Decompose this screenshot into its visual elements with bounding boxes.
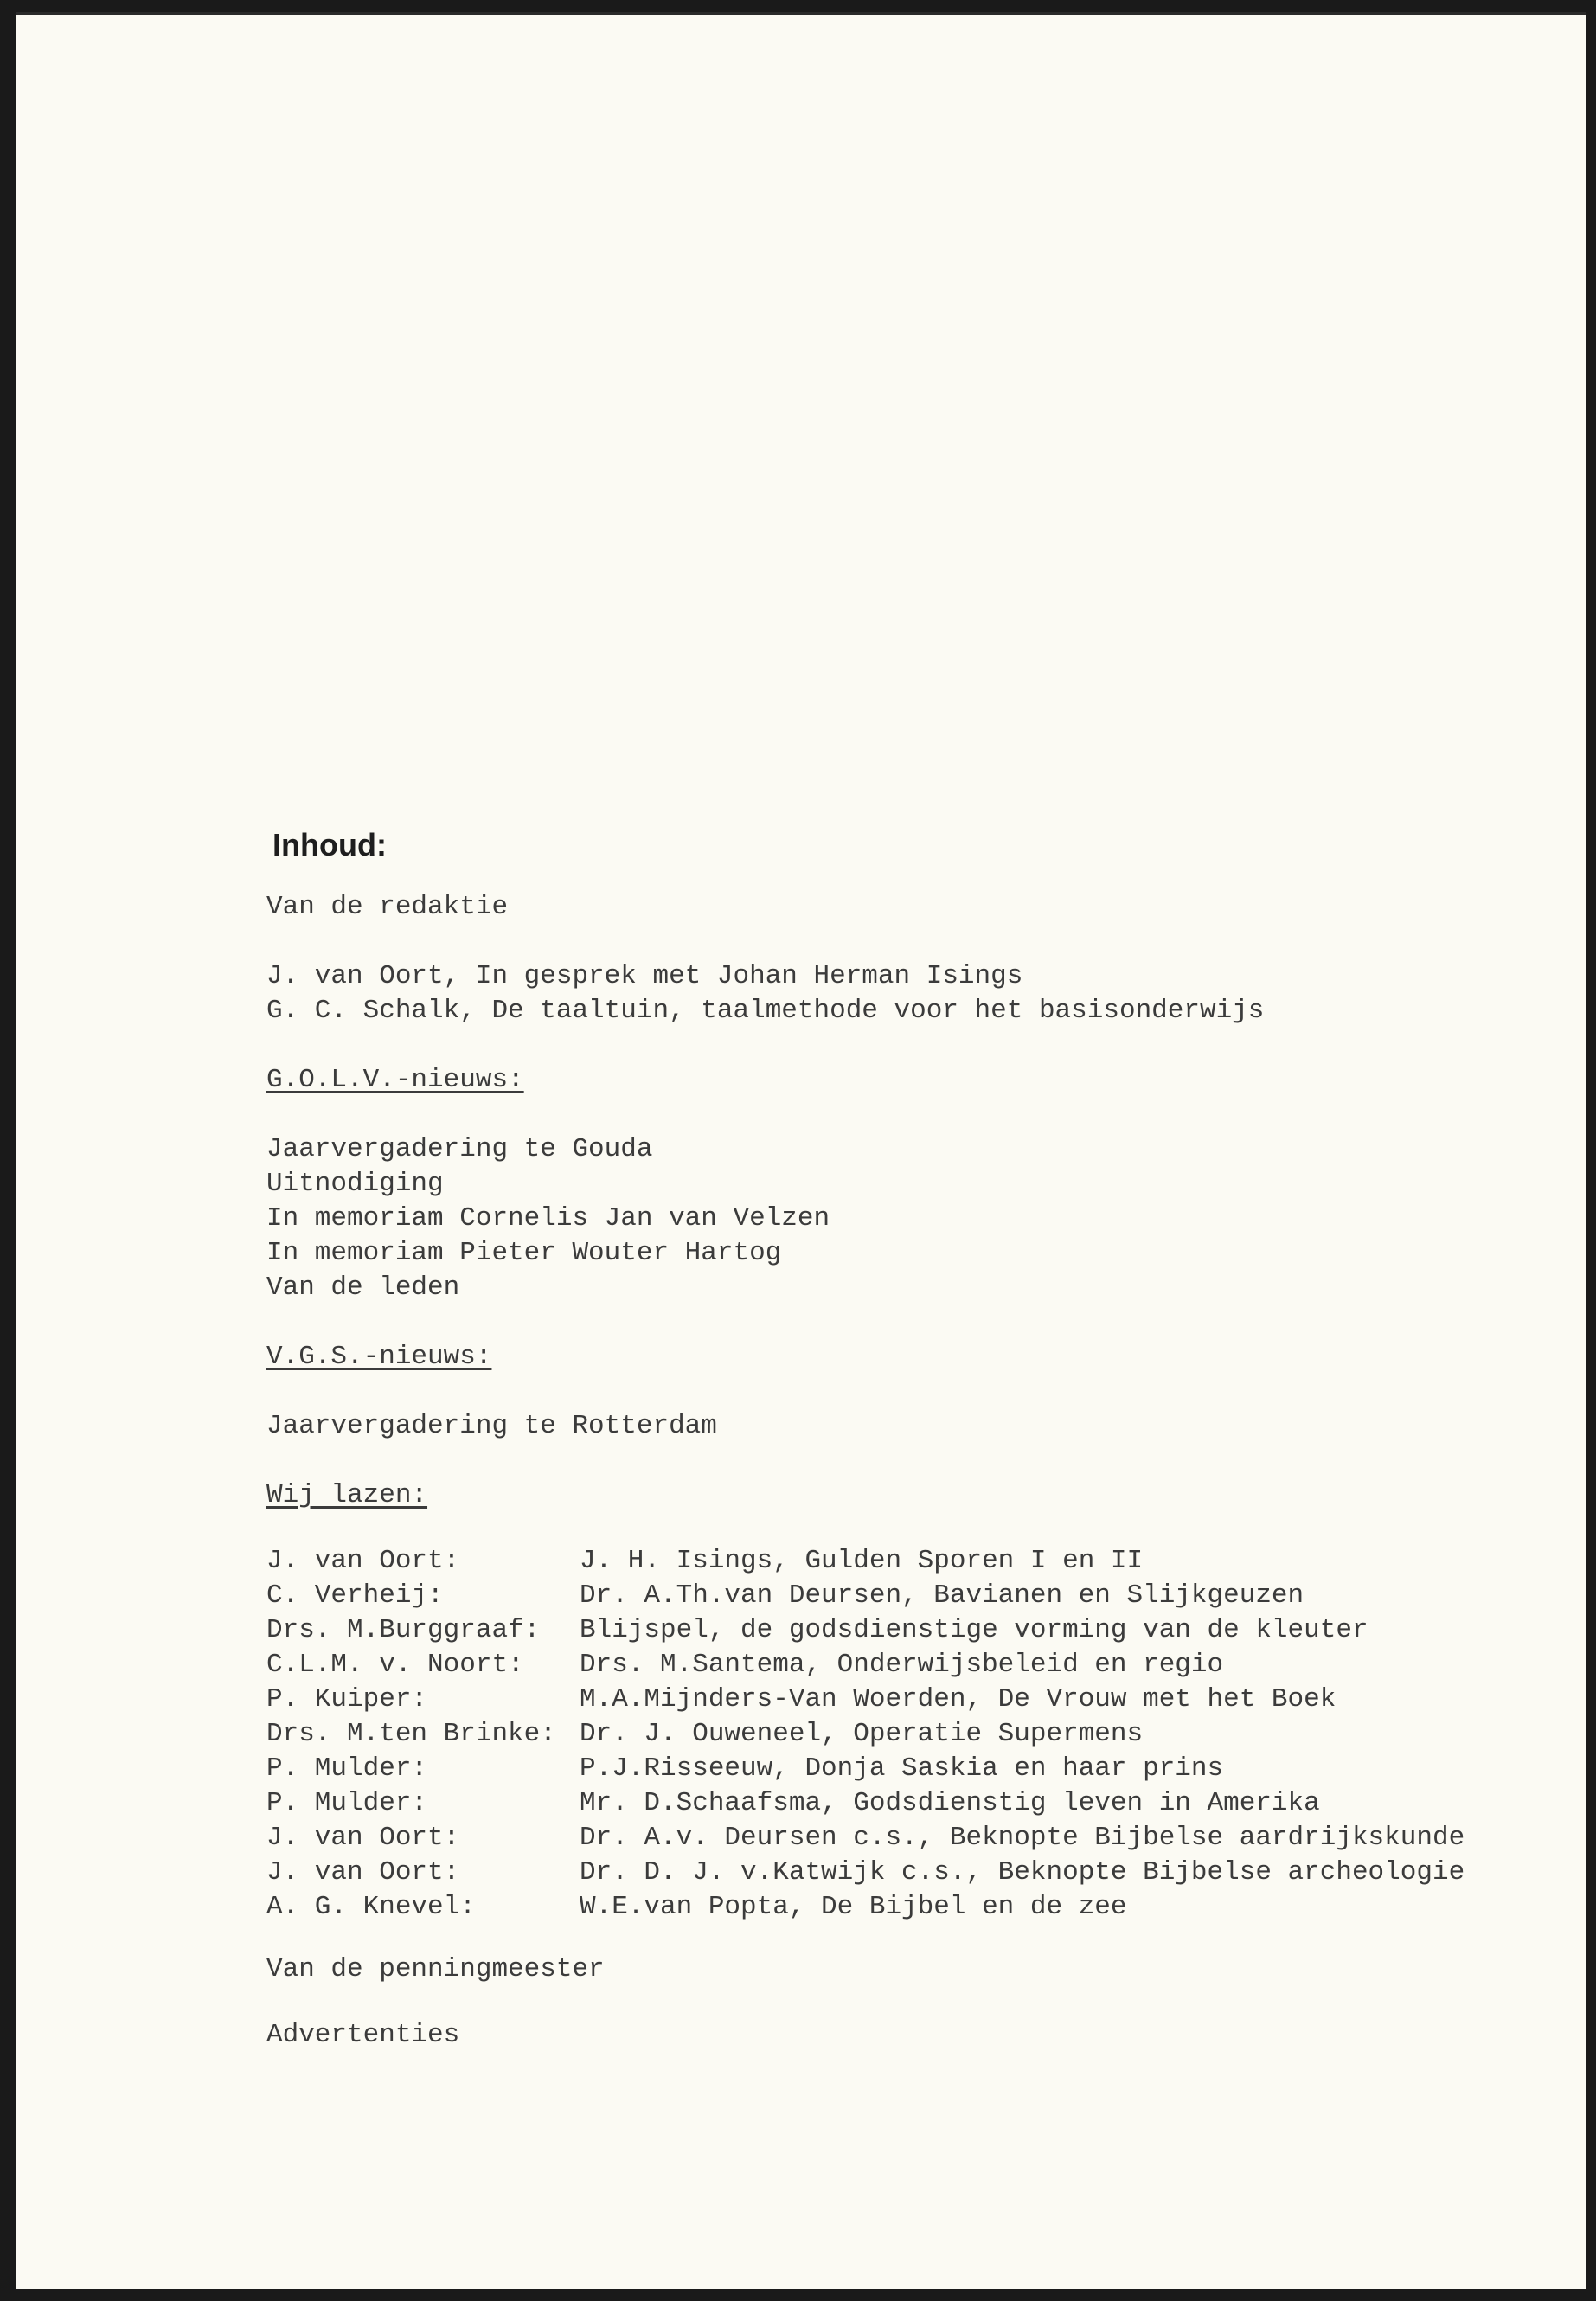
toc-entry-penningmeester: Van de penningmeester <box>266 1954 605 1984</box>
review-row <box>266 1752 1223 1786</box>
review-row <box>266 1821 1465 1856</box>
toc-article: J. van Oort, In gesprek met Johan Herman Isings <box>266 961 1023 991</box>
section-title-vgs: V.G.S.-nieuws: <box>266 1342 492 1372</box>
toc-item: Van de leden <box>266 1272 460 1303</box>
review-book: Mr. D.Schaafsma, Godsdienstig leven in Amerika <box>580 1788 1320 1818</box>
review-book: P.J.Risseeuw, Donja Saskia en haar prins <box>580 1753 1224 1784</box>
review-row <box>266 1682 1336 1717</box>
toc-item: Jaarvergadering te Gouda <box>266 1134 653 1164</box>
section-title-golv: G.O.L.V.-nieuws: <box>266 1065 524 1095</box>
review-row <box>266 1544 1143 1579</box>
review-reviewer: P. Kuiper: <box>266 1684 428 1715</box>
review-reviewer: C. Verheij: <box>266 1580 444 1611</box>
toc-item: In memoriam Cornelis Jan van Velzen <box>266 1203 830 1234</box>
document-page <box>16 12 1586 2289</box>
review-book: M.A.Mijnders-Van Woerden, De Vrouw met het Boek <box>580 1684 1336 1715</box>
review-book: Dr. J. Ouweneel, Operatie Supermens <box>580 1719 1144 1749</box>
review-row <box>266 1648 1223 1682</box>
review-row <box>266 1579 1304 1613</box>
review-reviewer: A. G. Knevel: <box>266 1892 476 1922</box>
review-book: J. H. Isings, Gulden Sporen I en II <box>580 1546 1144 1576</box>
review-book: Dr. A.Th.van Deursen, Bavianen en Slijkgeuzen <box>580 1580 1304 1611</box>
review-reviewer: C.L.M. v. Noort: <box>266 1650 524 1680</box>
toc-item: Jaarvergadering te Rotterdam <box>266 1411 717 1441</box>
toc-article: G. C. Schalk, De taaltuin, taalmethode voor het basisonderwijs <box>266 996 1265 1026</box>
review-row <box>266 1717 1143 1752</box>
review-book: W.E.van Popta, De Bijbel en de zee <box>580 1892 1127 1922</box>
toc-item: In memoriam Pieter Wouter Hartog <box>266 1238 782 1268</box>
review-row <box>266 1786 1320 1821</box>
toc-entry-advertenties: Advertenties <box>266 2020 460 2050</box>
contents-heading: Inhoud: <box>272 827 387 862</box>
review-reviewer: Drs. M.ten Brinke: <box>266 1719 556 1749</box>
review-book: Dr. A.v. Deursen c.s., Beknopte Bijbelse aardrijkskunde <box>580 1823 1465 1853</box>
section-title-wij-lazen: Wij lazen: <box>266 1480 428 1510</box>
review-row <box>266 1613 1368 1648</box>
review-book: Dr. D. J. v.Katwijk c.s., Beknopte Bijbelse archeologie <box>580 1857 1465 1888</box>
review-reviewer: Drs. M.Burggraaf: <box>266 1615 541 1645</box>
review-book: Blijspel, de godsdienstige vorming van de kleuter <box>580 1615 1368 1645</box>
review-reviewer: P. Mulder: <box>266 1753 428 1784</box>
review-reviewer: J. van Oort: <box>266 1823 460 1853</box>
review-reviewer: J. van Oort: <box>266 1546 460 1576</box>
toc-entry-redaktie: Van de redaktie <box>266 892 509 922</box>
review-row <box>266 1856 1465 1890</box>
review-reviewer: P. Mulder: <box>266 1788 428 1818</box>
toc-item: Uitnodiging <box>266 1169 444 1199</box>
review-row <box>266 1890 1127 1925</box>
review-book: Drs. M.Santema, Onderwijsbeleid en regio <box>580 1650 1224 1680</box>
review-reviewer: J. van Oort: <box>266 1857 460 1888</box>
